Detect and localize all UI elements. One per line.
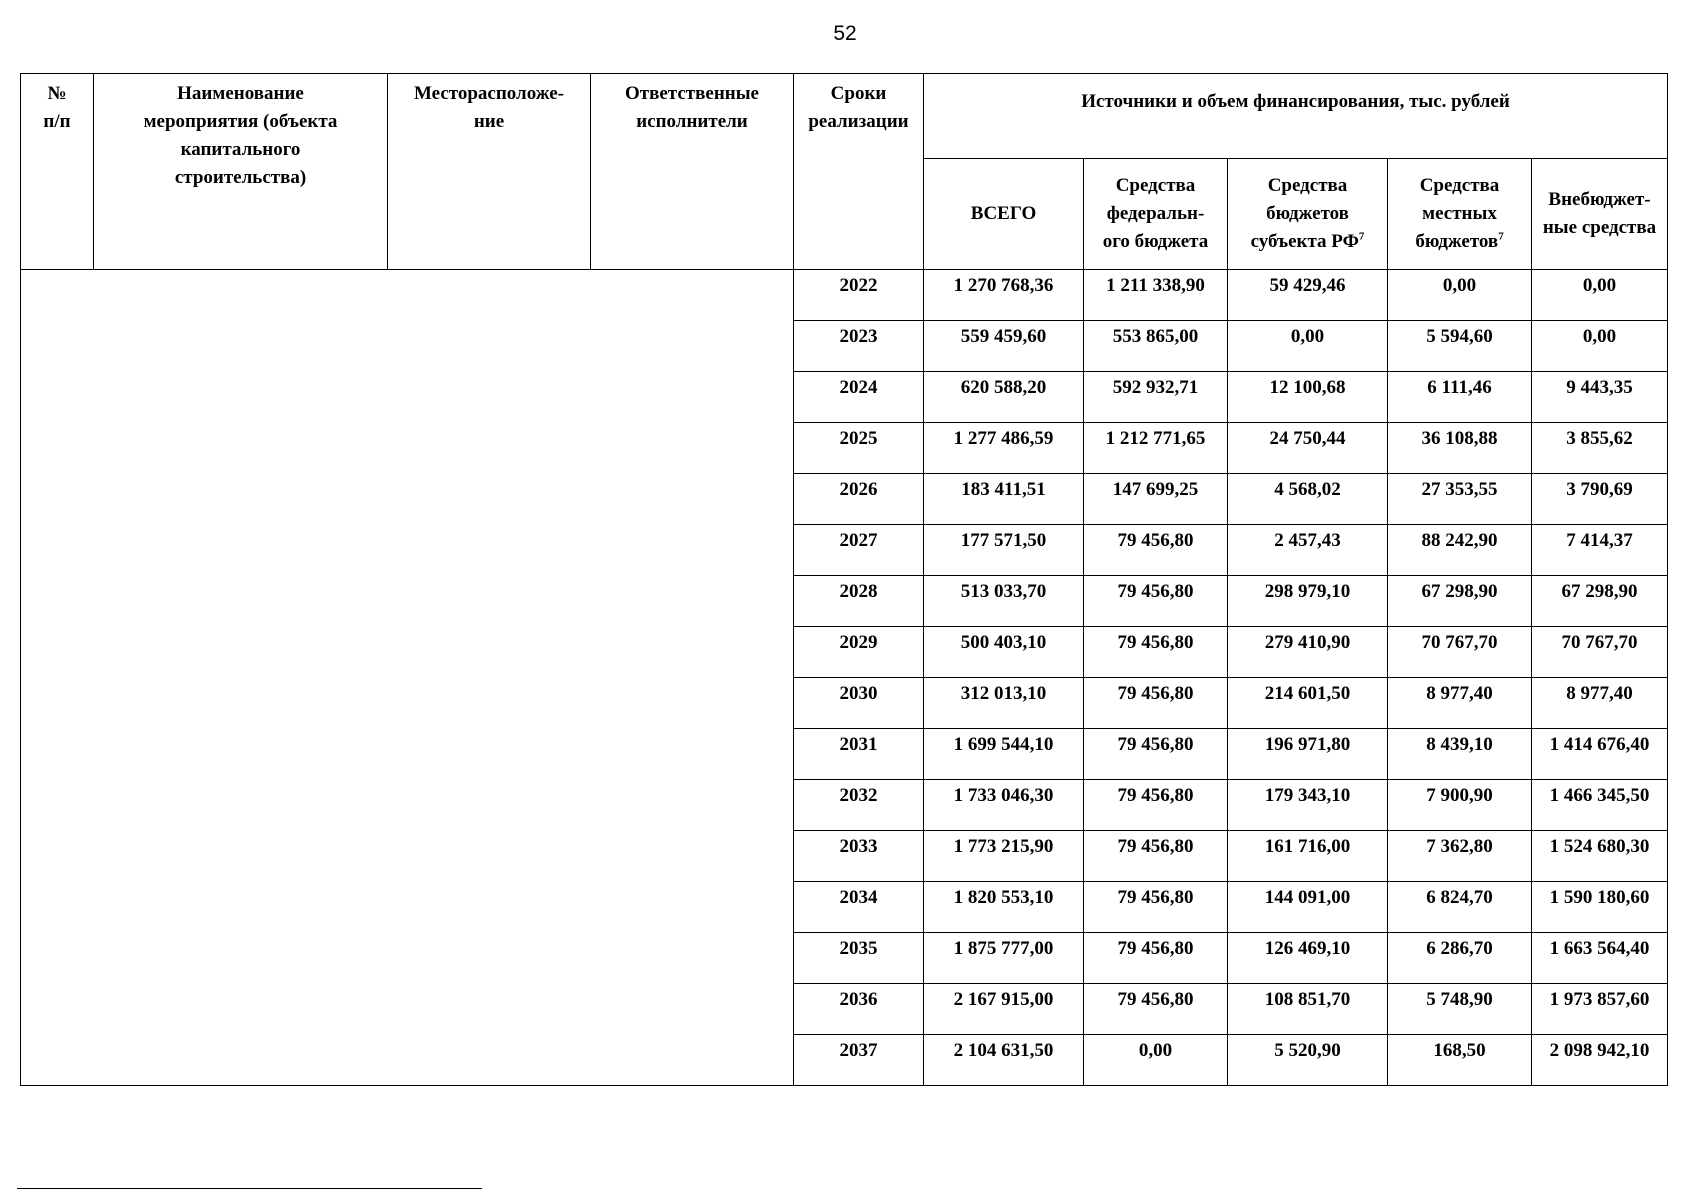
cell-regional: 59 429,46 <box>1228 270 1388 321</box>
header-local-line: Средства <box>1419 175 1500 196</box>
cell-federal: 79 456,80 <box>1084 831 1228 882</box>
cell-federal: 1 211 338,90 <box>1084 270 1228 321</box>
header-responsible-line: исполнители <box>636 111 748 132</box>
cell-extra: 8 977,40 <box>1532 678 1668 729</box>
cell-extra: 2 098 942,10 <box>1532 1035 1668 1086</box>
cell-federal: 147 699,25 <box>1084 474 1228 525</box>
cell-local: 88 242,90 <box>1388 525 1532 576</box>
cell-regional: 0,00 <box>1228 321 1388 372</box>
cell-federal: 79 456,80 <box>1084 933 1228 984</box>
header-responsible <box>591 74 794 270</box>
cell-federal: 79 456,80 <box>1084 576 1228 627</box>
cell-year: 2033 <box>794 831 924 882</box>
cell-extra: 1 663 564,40 <box>1532 933 1668 984</box>
footnote-marker: 7 <box>1358 230 1365 243</box>
header-federal-line: ого бюджета <box>1102 231 1209 252</box>
cell-local: 8 977,40 <box>1388 678 1532 729</box>
cell-total: 312 013,10 <box>924 678 1084 729</box>
header-name <box>94 74 388 270</box>
table-row <box>21 270 1668 321</box>
cell-extra: 1 466 345,50 <box>1532 780 1668 831</box>
cell-total: 2 167 915,00 <box>924 984 1084 1035</box>
cell-regional: 298 979,10 <box>1228 576 1388 627</box>
header-local-line: местных <box>1422 203 1497 224</box>
cell-year: 2032 <box>794 780 924 831</box>
cell-regional: 214 601,50 <box>1228 678 1388 729</box>
header-total: ВСЕГО <box>924 159 1084 270</box>
cell-total: 559 459,60 <box>924 321 1084 372</box>
cell-year: 2025 <box>794 423 924 474</box>
cell-extra: 67 298,90 <box>1532 576 1668 627</box>
cell-year: 2030 <box>794 678 924 729</box>
header-extra <box>1532 159 1668 270</box>
cell-total: 1 699 544,10 <box>924 729 1084 780</box>
cell-year: 2037 <box>794 1035 924 1086</box>
cell-year: 2034 <box>794 882 924 933</box>
cell-total: 513 033,70 <box>924 576 1084 627</box>
cell-total: 1 270 768,36 <box>924 270 1084 321</box>
cell-year: 2029 <box>794 627 924 678</box>
cell-year: 2035 <box>794 933 924 984</box>
cell-regional: 12 100,68 <box>1228 372 1388 423</box>
cell-federal: 0,00 <box>1084 1035 1228 1086</box>
cell-total: 1 277 486,59 <box>924 423 1084 474</box>
cell-federal: 592 932,71 <box>1084 372 1228 423</box>
cell-year: 2028 <box>794 576 924 627</box>
cell-federal: 79 456,80 <box>1084 525 1228 576</box>
cell-regional: 144 091,00 <box>1228 882 1388 933</box>
cell-extra: 70 767,70 <box>1532 627 1668 678</box>
table-body <box>21 270 1668 1086</box>
cell-extra: 0,00 <box>1532 321 1668 372</box>
header-regional-line: Средства <box>1267 175 1348 196</box>
cell-regional: 24 750,44 <box>1228 423 1388 474</box>
header-number <box>21 74 94 270</box>
header-federal-line: Средства <box>1115 175 1196 196</box>
cell-local: 27 353,55 <box>1388 474 1532 525</box>
header-local-text: бюджетов <box>1415 231 1499 252</box>
header-local-line <box>1388 228 1531 256</box>
cell-extra: 1 590 180,60 <box>1532 882 1668 933</box>
header-location-line: ние <box>473 111 505 132</box>
header-federal <box>1084 159 1228 270</box>
header-regional <box>1228 159 1388 270</box>
cell-regional: 196 971,80 <box>1228 729 1388 780</box>
header-name-line: строительства) <box>174 167 307 188</box>
header-name-line: мероприятия (объекта <box>143 111 338 132</box>
header-location-line: Месторасположе- <box>413 83 565 104</box>
cell-year: 2027 <box>794 525 924 576</box>
cell-local: 7 362,80 <box>1388 831 1532 882</box>
cell-local: 36 108,88 <box>1388 423 1532 474</box>
cell-extra: 0,00 <box>1532 270 1668 321</box>
header-location <box>388 74 591 270</box>
cell-total: 2 104 631,50 <box>924 1035 1084 1086</box>
footnote-marker: 7 <box>1498 230 1504 243</box>
cell-local: 6 824,70 <box>1388 882 1532 933</box>
cell-federal: 553 865,00 <box>1084 321 1228 372</box>
cell-regional: 126 469,10 <box>1228 933 1388 984</box>
header-period-line: реализации <box>808 111 909 132</box>
cell-year: 2036 <box>794 984 924 1035</box>
header-name-line: Наименование <box>177 83 304 104</box>
header-extra-line: Внебюджет- <box>1548 189 1651 210</box>
header-extra-line: ные средства <box>1542 217 1657 238</box>
header-period-line: Сроки <box>830 83 887 104</box>
header-regional-line <box>1228 228 1387 256</box>
cell-local: 8 439,10 <box>1388 729 1532 780</box>
header-responsible-line: Ответственные <box>625 83 759 104</box>
header-regional-text: субъекта РФ <box>1250 231 1359 252</box>
cell-local: 70 767,70 <box>1388 627 1532 678</box>
financing-table <box>20 73 1668 1086</box>
header-sources: Источники и объем финансирования, тыс. рублей <box>924 74 1668 159</box>
header-name-line: капитального <box>180 139 301 160</box>
cell-extra: 9 443,35 <box>1532 372 1668 423</box>
header-number-line: п/п <box>43 111 71 132</box>
cell-regional: 4 568,02 <box>1228 474 1388 525</box>
cell-total: 183 411,51 <box>924 474 1084 525</box>
cell-total: 1 820 553,10 <box>924 882 1084 933</box>
cell-extra: 1 973 857,60 <box>1532 984 1668 1035</box>
header-regional-line: бюджетов <box>1266 203 1349 224</box>
header-period <box>794 74 924 270</box>
cell-local: 0,00 <box>1388 270 1532 321</box>
cell-local: 5 748,90 <box>1388 984 1532 1035</box>
cell-total: 177 571,50 <box>924 525 1084 576</box>
cell-extra: 3 790,69 <box>1532 474 1668 525</box>
cell-extra: 1 414 676,40 <box>1532 729 1668 780</box>
cell-federal: 79 456,80 <box>1084 729 1228 780</box>
cell-extra: 7 414,37 <box>1532 525 1668 576</box>
cell-extra: 1 524 680,30 <box>1532 831 1668 882</box>
cell-total: 1 733 046,30 <box>924 780 1084 831</box>
cell-regional: 179 343,10 <box>1228 780 1388 831</box>
header-local <box>1388 159 1532 270</box>
cell-total: 620 588,20 <box>924 372 1084 423</box>
cell-extra: 3 855,62 <box>1532 423 1668 474</box>
cell-local: 6 286,70 <box>1388 933 1532 984</box>
page-number: 52 <box>833 22 857 45</box>
cell-regional: 2 457,43 <box>1228 525 1388 576</box>
cell-federal: 79 456,80 <box>1084 780 1228 831</box>
cell-regional: 279 410,90 <box>1228 627 1388 678</box>
cell-local: 5 594,60 <box>1388 321 1532 372</box>
header-number-line: № <box>47 83 67 104</box>
cell-federal: 79 456,80 <box>1084 678 1228 729</box>
header-federal-line: федеральн- <box>1106 203 1205 224</box>
cell-year: 2026 <box>794 474 924 525</box>
cell-federal: 79 456,80 <box>1084 627 1228 678</box>
cell-total: 1 773 215,90 <box>924 831 1084 882</box>
cell-year: 2024 <box>794 372 924 423</box>
cell-federal: 1 212 771,65 <box>1084 423 1228 474</box>
table-header <box>21 74 1668 270</box>
cell-regional: 5 520,90 <box>1228 1035 1388 1086</box>
cell-federal: 79 456,80 <box>1084 882 1228 933</box>
cell-local: 7 900,90 <box>1388 780 1532 831</box>
cell-local: 67 298,90 <box>1388 576 1532 627</box>
cell-year: 2023 <box>794 321 924 372</box>
cell-local: 6 111,46 <box>1388 372 1532 423</box>
cell-year: 2031 <box>794 729 924 780</box>
cell-year: 2022 <box>794 270 924 321</box>
cell-federal: 79 456,80 <box>1084 984 1228 1035</box>
cell-local: 168,50 <box>1388 1035 1532 1086</box>
footnote-rule <box>17 1188 482 1189</box>
cell-total: 1 875 777,00 <box>924 933 1084 984</box>
cell-regional: 108 851,70 <box>1228 984 1388 1035</box>
merged-empty-cell <box>21 270 794 1086</box>
cell-regional: 161 716,00 <box>1228 831 1388 882</box>
cell-total: 500 403,10 <box>924 627 1084 678</box>
